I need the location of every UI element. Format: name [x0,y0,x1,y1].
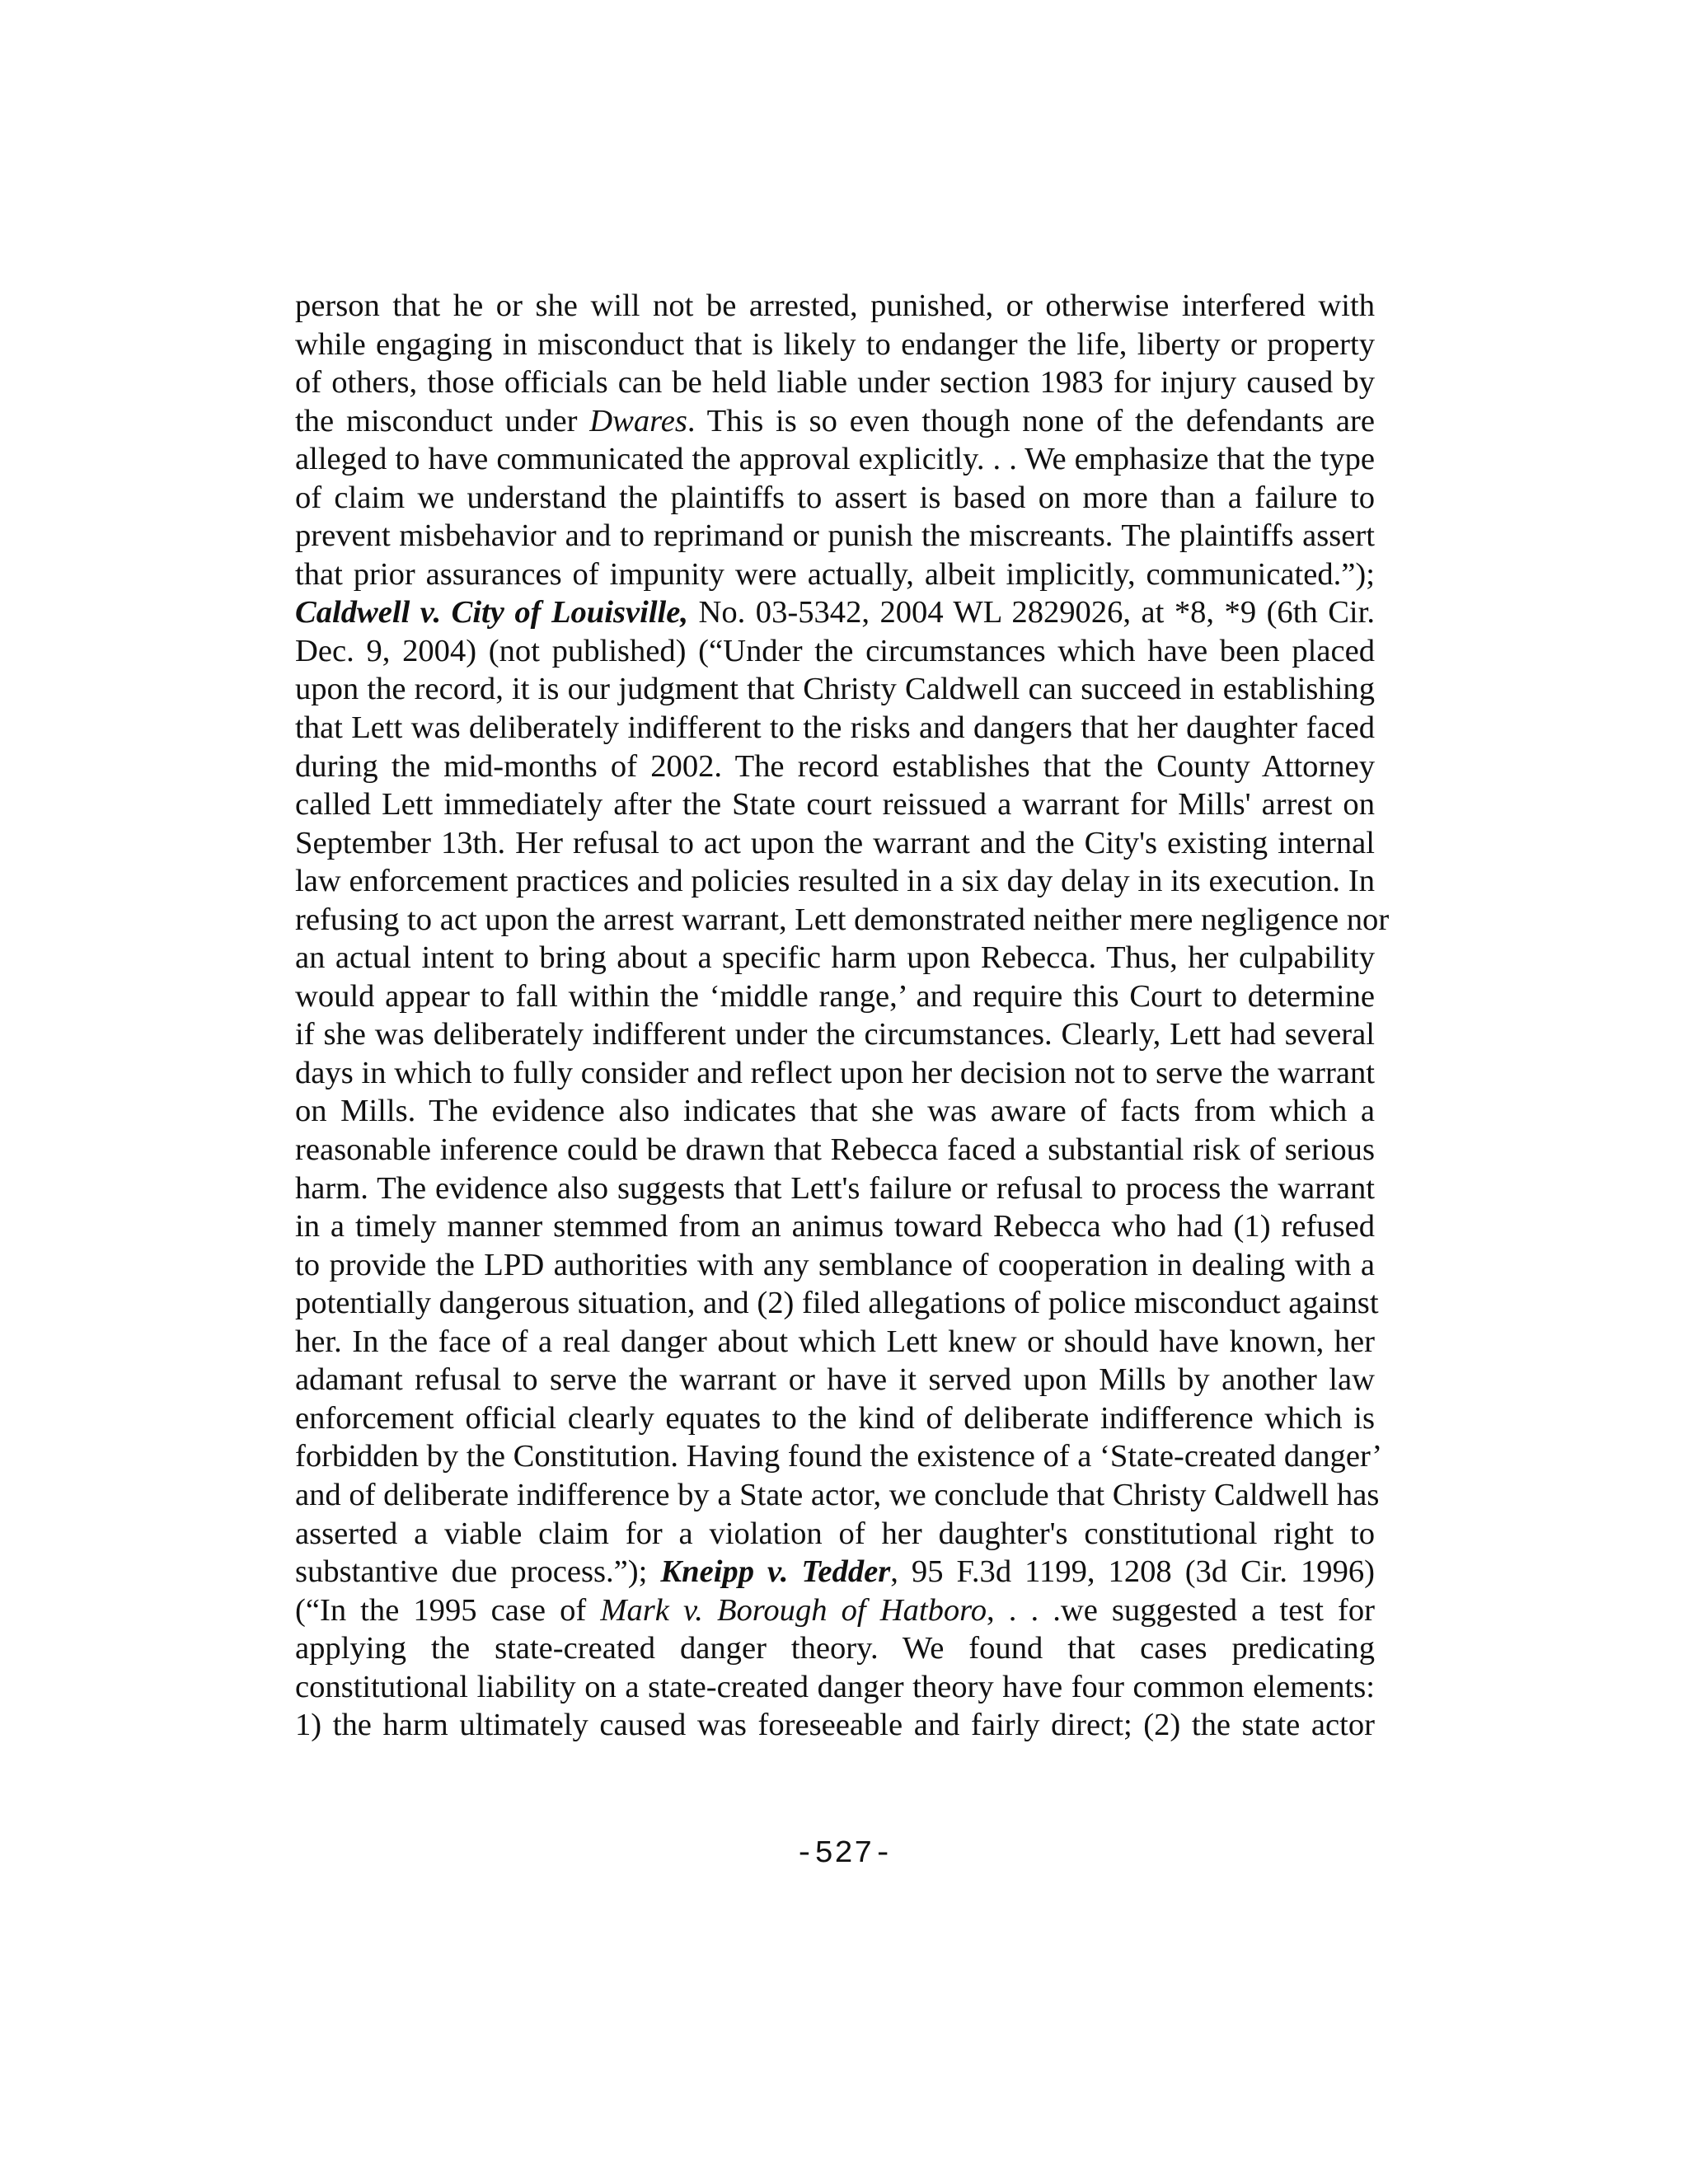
text-line [295,1476,1380,1515]
text-line [295,1399,1375,1438]
text-segment: her. In the face of a real danger about which Lett knew or should have known, her [295,1324,1375,1359]
text-segment: an actual intent to bring about a specific harm upon Rebecca. Thus, her culpability [295,940,1375,976]
text-segment: 1) the harm ultimately caused was foreseeable and fairly direct; (2) the state actor [295,1708,1375,1743]
text-line [295,1131,1375,1169]
text-line [295,785,1375,824]
text-segment: days in which to fully consider and reflect upon her decision not to serve the warrant [295,1055,1375,1090]
text-line [295,1207,1375,1246]
text-segment: that Lett was deliberately indifferent to the risks and dangers that her daughter faced [295,710,1375,746]
text-segment: enforcement official clearly equates to the kind of deliberate indifference which is [295,1400,1375,1436]
text-line [295,555,1375,594]
body-text [295,287,1390,1745]
text-segment: during the mid-months of 2002. The record establishes that the County Attorney [295,748,1375,784]
text-segment: prevent misbehavior and to reprimand or punish the miscreants. The plaintiffs assert [295,518,1375,554]
text-line [295,1323,1375,1361]
text-line [295,287,1375,326]
text-segment: harm. The evidence also suggests that Lett's failure or refusal to process the warrant [295,1170,1375,1206]
text-line [295,1054,1375,1093]
text-line [295,824,1375,863]
text-line [295,1169,1375,1208]
text-segment: substantive due process.”); [295,1554,661,1590]
text-line [295,1361,1375,1399]
text-segment: while engaging in misconduct that is likely to endanger the life, liberty or property [295,326,1375,362]
italic-case-name: Dwares [589,403,687,438]
text-segment: that prior assurances of impunity were actually, albeit implicitly, communicated.”); [295,556,1375,592]
text-segment: adamant refusal to serve the warrant or have it served upon Mills by another law [295,1362,1375,1398]
text-line [295,402,1375,441]
text-line [295,1553,1375,1591]
text-line [295,1284,1379,1323]
text-line [295,862,1375,901]
text-line [295,1246,1375,1285]
text-segment: upon the record, it is our judgment that Christy Caldwell can succeed in establishing [295,672,1375,707]
text-segment: reasonable inference could be drawn that Rebecca faced a substantial risk of serious [295,1132,1375,1168]
text-segment: September 13th. Her refusal to act upon the warrant and the City's existing internal [295,825,1375,860]
text-segment: alleged to have communicated the approval explicitly. . . We emphasize that the type [295,442,1375,477]
text-segment: potentially dangerous situation, and (2) filed allegations of police misconduct against [295,1286,1379,1321]
text-line [295,440,1375,479]
text-segment: and of deliberate indifference by a State actor, we conclude that Christy Caldwell has [295,1477,1380,1512]
text-segment: . This is so even though none of the defendants are [687,403,1375,438]
text-segment: of others, those officials can be held liable under section 1983 for injury caused by [295,365,1375,401]
text-line [295,1437,1383,1476]
text-segment: , 95 F.3d 1199, 1208 (3d Cir. 1996) [890,1554,1375,1590]
text-segment: refusing to act upon the arrest warrant, Lett demonstrated neither mere negligence nor [295,902,1390,937]
text-segment: to provide the LPD authorities with any semblance of cooperation in dealing with a [295,1247,1375,1282]
case-citation: Kneipp v. Tedder [660,1554,891,1590]
text-line [295,632,1375,671]
text-segment: the misconduct under [295,403,590,438]
text-line [295,1015,1375,1054]
text-segment: person that he or she will not be arrested, punished, or otherwise interfered with [295,288,1375,323]
text-line [295,901,1390,940]
text-segment: if she was deliberately indifferent under the circumstances. Clearly, Lett had several [295,1017,1375,1052]
text-line [295,977,1375,1016]
text-line [295,1706,1375,1745]
text-line [295,1591,1375,1630]
page-number: -527- [795,1836,893,1872]
text-segment: , . . .we suggested a test for [987,1592,1375,1628]
text-line [295,1629,1375,1668]
text-segment: asserted a viable claim for a violation of her daughter's constitutional right to [295,1516,1375,1551]
text-segment: on Mills. The evidence also indicates that she was aware of facts from which a [295,1094,1375,1129]
text-line [295,939,1375,977]
text-line [295,517,1375,555]
text-line [295,479,1375,518]
text-segment: in a timely manner stemmed from an animus toward Rebecca who had (1) refused [295,1209,1375,1244]
text-segment: applying the state-created danger theory. We found that cases predicating [295,1631,1375,1666]
text-segment: constitutional liability on a state-created danger theory have four common elements: [295,1669,1375,1704]
text-line [295,1668,1375,1707]
text-line [295,1515,1375,1554]
text-line [295,748,1375,786]
text-segment: forbidden by the Constitution. Having found the existence of a ‘State-created danger’ [295,1439,1383,1474]
text-line [295,593,1375,632]
italic-case-name: Mark v. Borough of Hatboro [600,1592,987,1628]
text-line [295,326,1375,364]
text-segment: No. 03-5342, 2004 WL 2829026, at *8, *9 (6th Cir. [688,595,1376,630]
text-line [295,709,1375,748]
text-segment: called Lett immediately after the State court reissued a warrant for Mills' arrest on [295,787,1375,823]
text-segment: (“In the 1995 case of [295,1592,601,1628]
case-citation: Caldwell v. City of Louisville, [295,595,689,630]
text-segment: Dec. 9, 2004) (not published) (“Under the circumstances which have been placed [295,633,1375,668]
text-line [295,363,1375,402]
text-segment: of claim we understand the plaintiffs to assert is based on more than a failure to [295,480,1375,515]
text-line [295,670,1375,709]
text-segment: would appear to fall within the ‘middle range,’ and require this Court to determine [295,978,1375,1014]
text-segment: law enforcement practices and policies resulted in a six day delay in its execution. In [295,864,1375,899]
text-line [295,1092,1375,1131]
